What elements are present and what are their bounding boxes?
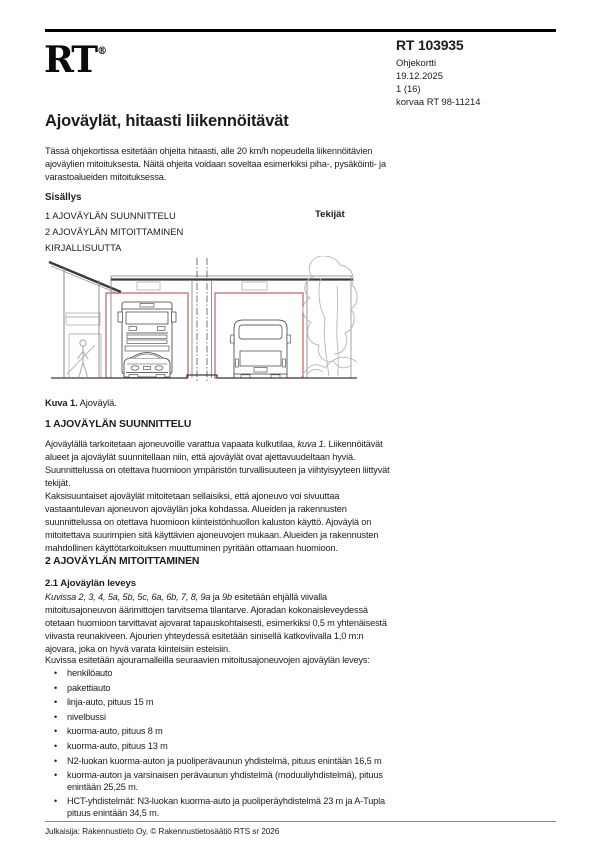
header-rule xyxy=(45,29,556,32)
window xyxy=(66,313,100,325)
paragraph-text: Ajoväylällä tarkoitetaan ajoneuvoille varattua vapaata kulkutilaa, xyxy=(45,439,298,449)
list-item: • kuorma-auto, pituus 8 m xyxy=(45,726,405,738)
list-item: • pakettiauto xyxy=(45,683,405,695)
toc-item-3: KIRJALLISUUTTA xyxy=(45,242,122,253)
figure-caption-text: Ajoväylä. xyxy=(77,397,117,408)
list-item: • HCT-yhdistelmät: N3-luokan kuorma-auto ja puoliperäyhdistelmä 23 m ja A-Tupla pituus enintään 34,5 m. xyxy=(45,796,405,819)
document-header-block xyxy=(396,37,566,108)
paragraph-text: . Liikennöitävät alueet ja ajoväylät suunnitellaan niin, että ajoväylät ovat ajettavuudeltaan hyviä. Suunnittelussa on otettava huomioon ympäristön turvallisuuteen ja viihtyisyyteen liittyvät tekijät. xyxy=(45,439,390,488)
bus-drawing xyxy=(231,320,291,378)
figure-caption-label: Kuva 1. xyxy=(45,397,78,408)
section1-paragraph2: Kaksisuuntaiset ajoväylät mitoitetaan sellaisiksi, että ajoneuvo voi sivuuttaa vastaantulevan ajoneuvon ajoväylän joka kohdassa. Alueiden ja rakennusten suunnittelussa on otettava huomioon kiinteistönhuollon kaluston käyttö. Ajoväylä on mitoitettava suurimpien sitä käyttävien ajoneuvojen mukaan. Alueiden ja rakennusten mahdollinen käyttötarkoituksen muuttuminen pyritään ottamaan huomioon. xyxy=(45,491,379,553)
toc-item-1: 1 AJOVÄYLÄN SUUNNITTELU xyxy=(45,210,176,221)
rt-logo-text: RT xyxy=(44,39,97,81)
person-figure xyxy=(78,340,89,377)
vehicle-type-list xyxy=(45,668,405,823)
center-line xyxy=(197,258,207,383)
section2-heading: 2 AJOVÄYLÄN MITOITTAMINEN xyxy=(45,556,200,567)
document-number: RT 103935 xyxy=(396,37,464,53)
figure-reference: 9b xyxy=(222,592,232,602)
list-item: • henkilöauto xyxy=(45,668,405,680)
section2-subheading: 2.1 Ajoväylän leveys xyxy=(45,578,136,589)
figure-reference: kuva 1 xyxy=(297,439,324,449)
toc-heading: Sisällys xyxy=(45,192,82,203)
vent xyxy=(242,282,267,290)
intro-paragraph: Tässä ohjekortissa esitetään ohjeita hitaasti, alle 20 km/h nopeudella liikennöitävien ajoväylien mitoituksesta. Näitä ohjeita voidaan soveltaa esimerkiksi piha-, pysäköinti- ja varastoalueiden mitoituksessa. xyxy=(45,146,386,182)
left-annex-drawing xyxy=(49,262,121,378)
section2-paragraph1 xyxy=(45,591,393,656)
list-item: • linja-auto, pituus 15 m xyxy=(45,697,405,709)
publisher-note: Julkaisija: Rakennustieto Oy, © Rakennustietosäätiö RTS sr 2026 xyxy=(45,826,280,836)
authors-label: Tekijät xyxy=(315,209,345,220)
list-item: • kuorma-auton ja varsinaisen perävaunun yhdistelmä (moduuliyhdistelmä), pituus enintään 25,25 m. xyxy=(45,770,405,793)
replaces-note: korvaa RT 98-11214 xyxy=(396,96,481,107)
rt-logo xyxy=(44,34,108,81)
section2-paragraph2: Kuvissa esitetään ajouramalleilla seuraavien mitoitusajoneuvojen ajoväylän leveys: xyxy=(45,655,370,665)
figure-references: Kuvissa 2, 3, 4, 5a, 5b, 5c, 6a, 6b, 7, 8, 9a xyxy=(45,592,211,602)
tree-drawing xyxy=(301,256,357,378)
toc-item-2: 2 AJOVÄYLÄN MITOITTAMINEN xyxy=(45,226,184,237)
footer-rule xyxy=(45,821,556,822)
paragraph-text: esitetään ehjällä viivalla mitoitusajoneuvon äärimittojen tarvitsema tilantarve. Ajoradan kokonaisleveydessä otetaan huomioon tarvittavat ajovarat tapauskohtaisesti, esimerkiksi 0,5 m yhtenäisestä viivasta reunakiveen. Ajourien yhteydessä esitetään sinisellä katkoviivalla 1,0 m:n ajovara, joka on hyvä varata kiinteisiin esteisiin. xyxy=(45,592,387,654)
list-item: • nivelbussi xyxy=(45,712,405,724)
section1-heading: 1 AJOVÄYLÄN SUUNNITTELU xyxy=(45,419,192,430)
list-item: • N2-luokan kuorma-auton ja puoliperävaunun yhdistelmä, pituus enintään 16,5 m xyxy=(45,756,405,768)
registered-trademark-icon: ® xyxy=(97,46,108,57)
figure-driveway-drawing xyxy=(45,256,361,392)
figure-caption xyxy=(45,397,117,408)
document-type: Ohjekortti xyxy=(396,57,437,68)
page-indicator: 1 (16) xyxy=(396,83,421,94)
vent xyxy=(137,282,160,290)
paragraph-text: ja xyxy=(210,592,223,602)
document-date: 19.12.2025 xyxy=(396,70,443,81)
ground-line xyxy=(51,375,357,378)
list-item: • kuorma-auto, pituus 13 m xyxy=(45,741,405,753)
page-title: Ajoväylät, hitaasti liikennöitävät xyxy=(45,112,289,130)
section1-paragraph1 xyxy=(45,438,393,490)
